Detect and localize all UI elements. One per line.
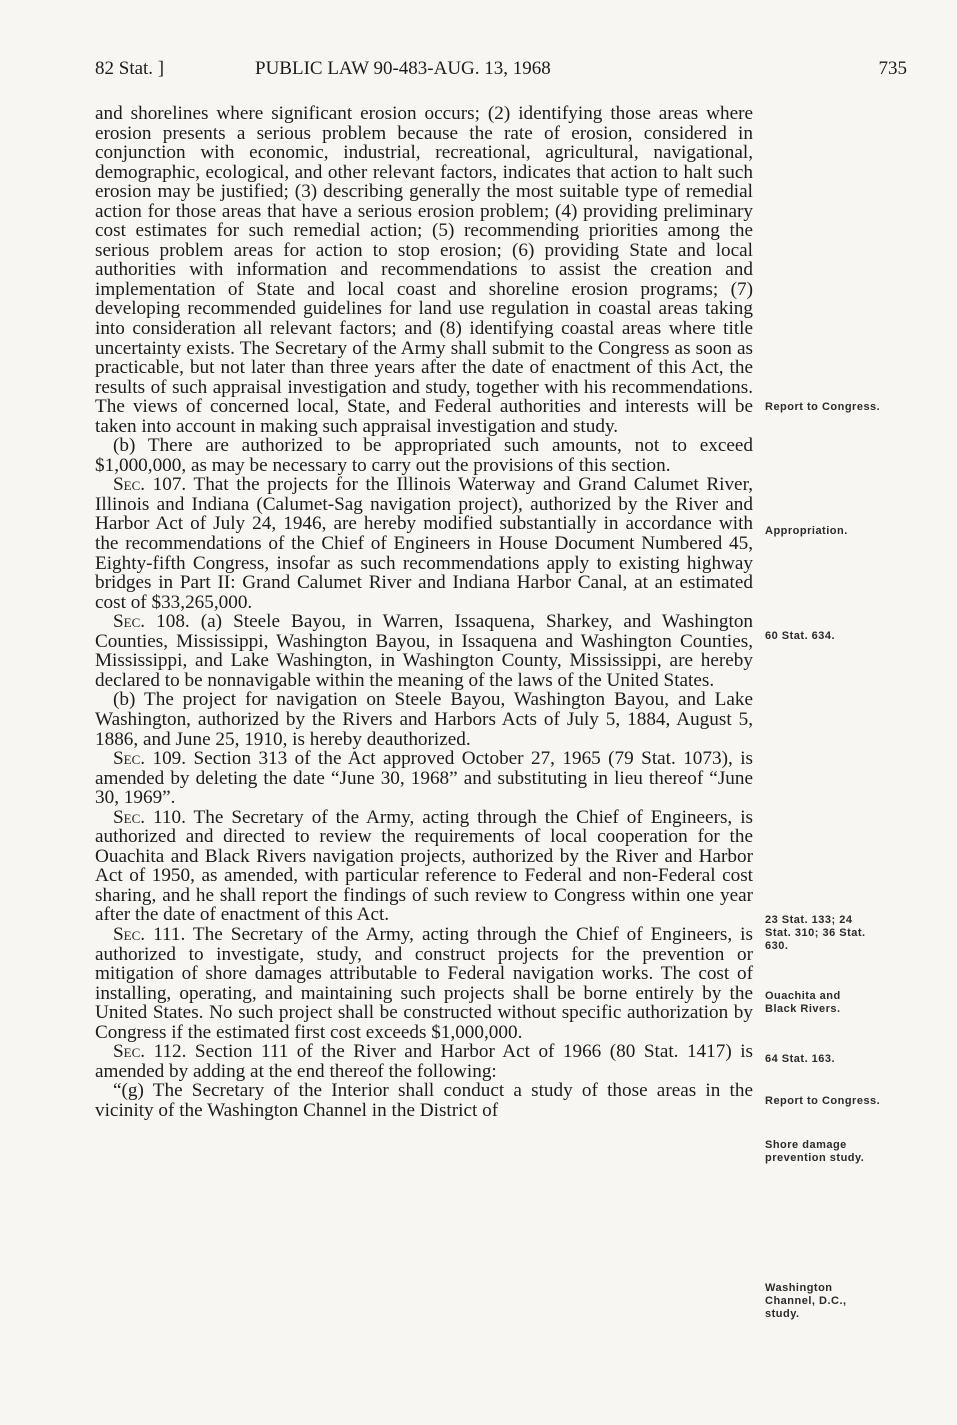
paragraph-text: (b) There are authorized to be appropriated such amounts, not to exceed $1,000,000, as may be necessary to carry out the provisions of this section. [95, 435, 753, 476]
paragraph [95, 690, 753, 749]
paragraph [95, 475, 753, 612]
margin-note: 60 Stat. 634. [765, 630, 836, 642]
margin-note: Appropriation. [765, 525, 848, 537]
margin-note: Ouachita and Black Rivers. [765, 990, 841, 1015]
paragraph-text: (b) The project for navigation on Steele Bayou, Washington Bayou, and Lake Washington, authorized by the Rivers and Harbors Acts of July 5, 1884, August 5, 1886, and June 25, 1910, is hereby deauthorized. [95, 689, 753, 750]
paragraph [95, 104, 753, 436]
paragraph [95, 749, 753, 808]
volume-reference: 82 Stat. ] [95, 58, 165, 79]
section-lead: Sec. 112. [113, 1041, 187, 1063]
margin-note: Shore damage prevention study. [765, 1139, 865, 1164]
paragraph [95, 1081, 753, 1120]
paragraph [95, 925, 753, 1042]
paragraph [95, 808, 753, 925]
margin-note: Washington Channel, D.C., study. [765, 1282, 847, 1320]
paragraph-text: “(g) The Secretary of the Interior shall conduct a study of those areas in the vicinity of the Washington Channel in the District of [95, 1080, 753, 1121]
paragraph-text: Section 111 of the River and Harbor Act of 1966 (80 Stat. 1417) is amended by adding at the end thereof the following: [95, 1041, 753, 1082]
section-lead: Sec. 110. [113, 806, 186, 828]
paragraph-text: and shorelines where significant erosion occurs; (2) identifying those areas where erosion presents a serious problem because the rate of erosion, considered in conjunction with economic, industrial, recreational, agricultural, navigational, demographic, ecological, and other relevant factors, indicates that action to halt such erosion may be justified; (3) describing generally the most suitable type of remedial action for those areas that have a serious erosion problem; (4) providing preliminary cost estimates for such remedial action; (5) recommending priorities among the serious problem areas for action to stop erosion; (6) providing State and local authorities with information and recommendations to assist the creation and implementation of State and local coast and shoreline erosion programs; (7) developing recommended guidelines for land use regulation in coastal areas taking into consideration all relevant factors; and (8) identifying coastal areas where title uncertainty exists. The Secretary of the Army shall submit to the Congress as soon as practicable, but not later than three years after the date of enactment of this Act, the results of such appraisal investigation and study, together with his recommendations. The views of concerned local, State, and Federal authorities and interests will be taken into account in making such appraisal investigation and study. [95, 103, 753, 437]
page-number: 735 [878, 58, 907, 79]
paragraph [95, 436, 753, 475]
section-lead: Sec. 107. [113, 474, 187, 496]
margin-note: 64 Stat. 163. [765, 1053, 836, 1065]
paragraph-text: That the projects for the Illinois Waterway and Grand Calumet River, Illinois and Indiana (Calumet-Sag navigation project), authorized by the River and Harbor Act of July 24, 1946, are hereby modified substantially in accordance with the recommendations of the Chief of Engineers in House Document Numbered 45, Eighty-fifth Congress, insofar as such recommendations apply to existing highway bridges in Part II: Grand Calumet River and Indiana Harbor Canal, at an estimated cost of $33,265,000. [95, 474, 753, 613]
page-header [95, 58, 907, 84]
paragraph [95, 1042, 753, 1081]
margin-note: 23 Stat. 133; 24 Stat. 310; 36 Stat. 630. [765, 914, 866, 952]
running-title: PUBLIC LAW 90-483-AUG. 13, 1968 [255, 58, 551, 79]
paragraph-text: The Secretary of the Army, acting through the Chief of Engineers, is authorized to investigate, study, and construct projects for the prevention or mitigation of shore damages attributable to Federal navigation works. The cost of installing, operating, and maintaining such projects shall be borne entirely by the United States. No such project shall be constructed without specific authorization by Congress if the estimated first cost exceeds $1,000,000. [95, 923, 753, 1043]
paragraph-text: (a) Steele Bayou, in Warren, Issaquena, Sharkey, and Washington Counties, Mississippi, Washington Bayou, in Issaquena and Washington Counties, Mississippi, and Lake Washington, in Washington County, Mississippi, are hereby declared to be nonnavigable within the meaning of the laws of the United States. [95, 611, 754, 691]
paragraph [95, 612, 753, 690]
section-lead: Sec. 111. [113, 923, 186, 945]
paragraph-text: The Secretary of the Army, acting through the Chief of Engineers, is authorized and directed to review the requirements of local cooperation for the Ouachita and Black Rivers navigation projects, authorized by the River and Harbor Act of 1950, as amended, with particular reference to Federal and non-Federal cost sharing, and he shall report the findings of such review to Congress within one year after the date of enactment of this Act. [95, 806, 753, 926]
section-lead: Sec. 109. [113, 748, 187, 770]
section-lead: Sec. 108. [113, 611, 190, 633]
paragraph-text: Section 313 of the Act approved October 27, 1965 (79 Stat. 1073), is amended by deleting the date “June 30, 1968” and substituting in lieu thereof “June 30, 1969”. [95, 748, 753, 809]
margin-note: Report to Congress. [765, 1095, 881, 1107]
margin-note: Report to Congress. [765, 401, 881, 413]
body-text [95, 104, 753, 1120]
